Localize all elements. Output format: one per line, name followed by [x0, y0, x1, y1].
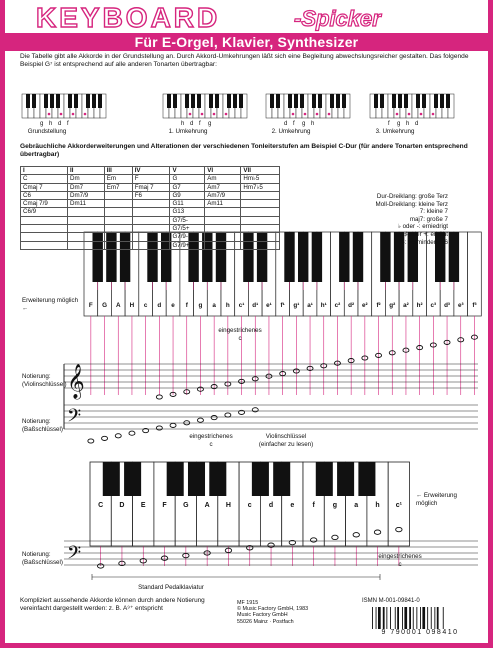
- black-key: [227, 94, 231, 108]
- treble-note: [156, 395, 162, 399]
- logo-suffix-text: -Spicker: [294, 6, 381, 31]
- chord-cell: [205, 225, 241, 233]
- chord-cell: [68, 233, 105, 241]
- barcode-bar: [413, 607, 414, 629]
- black-key: [185, 94, 189, 108]
- middle-c-label-bass: eingestrichenes c: [189, 433, 233, 448]
- black-key: [298, 232, 308, 282]
- chord-cell: Hm♭5: [241, 175, 280, 183]
- chord-cell: Em7: [104, 183, 132, 191]
- bass-note: [211, 416, 217, 420]
- chord-cell: Am7/9: [205, 191, 241, 199]
- key-label: e³: [457, 302, 464, 309]
- chord-cell: [241, 216, 280, 224]
- key-label: a²: [403, 302, 409, 309]
- black-key: [273, 462, 290, 496]
- pedal-key-label: a: [354, 502, 359, 509]
- black-key: [233, 94, 237, 108]
- black-key: [336, 94, 340, 108]
- footer-note: Kompliziert aussehende Akkorde können durch andere Notierung vereinfacht dargestellt werden: z. B. A⁹⁺ entspricht: [20, 597, 205, 612]
- key-label: h²: [416, 302, 423, 309]
- legend-line: Moll-Dreiklang: kleine Terz: [375, 200, 448, 208]
- bass-note: [88, 439, 94, 443]
- barcode-number: 9 790001 098410: [381, 629, 459, 636]
- chord-cell: [104, 208, 132, 216]
- manual-keyboard: [84, 232, 481, 395]
- black-key: [380, 94, 384, 108]
- chord-table: [20, 166, 280, 250]
- credits: [237, 600, 347, 625]
- pedal-key-label: f: [312, 502, 315, 509]
- chord-cell: G13: [170, 208, 205, 216]
- chord-row: [21, 233, 280, 241]
- inversion-note-label: d: [415, 121, 419, 127]
- pedal-key-label: h: [375, 502, 380, 509]
- black-key: [342, 94, 346, 108]
- note-dot: [396, 113, 399, 116]
- bass-clef-icon: 𝄢: [67, 406, 82, 431]
- note-dot: [304, 113, 307, 116]
- chord-cell: [132, 233, 170, 241]
- barcode-bar: [397, 607, 399, 629]
- extensions-title: Gebräuchliche Akkorderweiterungen und Alterationen der verschiedenen Tonleiterstufen am Beispiel C-Dur (für andere Tonarten entsprechend übertragbar): [20, 143, 468, 158]
- chord-cell: [68, 208, 105, 216]
- chord-header-cell: VII: [241, 167, 280, 175]
- black-key: [358, 462, 375, 496]
- chord-cell: Em: [104, 175, 132, 183]
- key-label: h: [225, 302, 230, 309]
- barcode-bar: [409, 607, 411, 629]
- black-key: [86, 94, 90, 108]
- key-label: f³: [472, 302, 477, 309]
- pedal-caption: Standard Pedalklaviatur: [138, 584, 204, 591]
- barcode-bar: [376, 607, 377, 629]
- chord-cell: G7/9+: [170, 241, 205, 249]
- inversion-note-label: f: [293, 121, 295, 127]
- violin-easier-label: Violinschlüssel (einfacher zu lesen): [258, 433, 314, 448]
- pedal-key-label: H: [225, 502, 231, 509]
- chord-cell: F6: [132, 191, 170, 199]
- pedal-key-label: d: [268, 502, 274, 509]
- chord-cell: [241, 191, 280, 199]
- note-dot: [316, 113, 319, 116]
- chord-cell: Cmaj 7/9: [21, 200, 68, 208]
- key-label: f: [185, 302, 188, 309]
- note-dot: [292, 113, 295, 116]
- chord-cell: [205, 233, 241, 241]
- black-key: [284, 232, 294, 282]
- intro-text: Die Tabelle gibt alle Akkorde in der Grundstellung an. Durch Akkord-Umkehrungen läßt sich eine Begleitung abwechslungsreicher gestalten. Das folgende Beispiel G⁷ ist entsprechend auf alle anderen Tonarten übertragbar:: [20, 53, 469, 68]
- chord-row: [21, 175, 280, 183]
- black-key: [26, 94, 30, 108]
- inversion-note-label: g: [208, 121, 212, 127]
- black-key: [288, 94, 292, 108]
- chord-cell: [104, 200, 132, 208]
- chord-cell: G7/9-: [170, 233, 205, 241]
- chord-cell: C: [21, 175, 68, 183]
- chord-cell: Dm7/9: [68, 191, 105, 199]
- chord-header-cell: III: [104, 167, 132, 175]
- barcode-bar: [416, 607, 417, 629]
- subtitle: Für E-Orgel, Klavier, Synthesizer: [134, 34, 359, 50]
- barcode-bar: [390, 607, 391, 629]
- inversion-keyboard: [22, 94, 106, 127]
- black-key: [416, 94, 420, 108]
- key-label: e: [171, 302, 175, 309]
- legend-line: Dur-Dreiklang: große Terz: [376, 193, 448, 200]
- black-key: [449, 232, 459, 282]
- pedal-key-label: e: [290, 502, 295, 509]
- note-dot: [213, 113, 216, 116]
- inversion-note-label: h: [181, 121, 185, 127]
- key-label: c²: [334, 302, 341, 309]
- barcode-bar: [422, 607, 425, 629]
- black-key: [337, 462, 354, 496]
- chord-cell: Cmaj 7: [21, 183, 68, 191]
- inversion-note-label: d: [190, 121, 194, 127]
- inversion-note-label: d: [284, 121, 288, 127]
- chord-cell: Fmaj 7: [132, 183, 170, 191]
- legend-line: 7: kleine 7: [419, 208, 448, 216]
- grand-staff: [64, 335, 478, 443]
- company: Music Factory GmbH: [237, 612, 288, 619]
- key-label: d²: [348, 302, 355, 309]
- barcode-bar: [378, 607, 381, 629]
- inversion-note-label: f: [199, 121, 201, 127]
- chord-cell: Hm7♭5: [241, 183, 280, 191]
- black-key: [191, 94, 195, 108]
- chord-cell: G: [170, 175, 205, 183]
- bass-note: [225, 413, 231, 417]
- black-key: [167, 94, 171, 108]
- treble-clef-icon: 𝄞: [67, 364, 85, 399]
- note-dot: [432, 113, 435, 116]
- black-key: [56, 94, 60, 108]
- key-label: g¹: [293, 302, 300, 309]
- pedal-bass-label: Notierung: (Baßschlüssel): [22, 551, 63, 566]
- pedal-key-label: F: [162, 502, 167, 509]
- chord-cell: [205, 208, 241, 216]
- ismn-number: ISMN M-001-09841-0: [362, 598, 420, 604]
- logo-main-text: KEYBOARD: [36, 2, 221, 32]
- chord-cell: [241, 208, 280, 216]
- barcode-bar: [420, 607, 421, 629]
- note-dot: [84, 113, 87, 116]
- black-key: [188, 462, 205, 496]
- chord-cell: G7/5+: [170, 225, 205, 233]
- chord-cell: [205, 216, 241, 224]
- key-label: d: [157, 302, 162, 309]
- barcode-bar: [386, 607, 387, 629]
- chord-row: [21, 200, 280, 208]
- chord-cell: G9: [170, 191, 205, 199]
- inversion-note-label: g: [302, 121, 306, 127]
- pedal-bass-clef-icon: 𝄢: [67, 543, 82, 568]
- inversion-keyboard: [266, 94, 350, 127]
- chord-cell: [132, 208, 170, 216]
- chord-row: [21, 225, 280, 233]
- black-key: [74, 94, 78, 108]
- key-label: d³: [444, 302, 451, 309]
- note-dot: [225, 113, 228, 116]
- note-dot: [189, 113, 192, 116]
- chord-cell: [21, 225, 68, 233]
- key-label: H: [129, 302, 135, 309]
- black-key: [330, 94, 334, 108]
- chord-row: [21, 216, 280, 224]
- barcode-bar: [383, 607, 385, 629]
- bass-note: [156, 426, 162, 430]
- inversion-note-label: h: [311, 121, 315, 127]
- black-key: [44, 94, 48, 108]
- black-key: [209, 94, 213, 108]
- note-dot: [328, 113, 331, 116]
- extension-label-top: Erweiterung möglich ←: [22, 297, 79, 312]
- black-key: [197, 94, 201, 108]
- black-key: [215, 94, 219, 108]
- chord-cell: [104, 216, 132, 224]
- chord-table-header: [21, 167, 280, 175]
- black-key: [312, 232, 322, 282]
- chord-header-cell: VI: [205, 167, 241, 175]
- inversion-label-0: Grundstellung: [27, 128, 67, 135]
- key-label: d¹: [252, 302, 259, 309]
- chord-row: [21, 241, 280, 249]
- address: 55026 Mainz · Postfach: [237, 618, 294, 625]
- black-key: [440, 94, 444, 108]
- key-label: A: [115, 302, 121, 309]
- black-key: [276, 94, 280, 108]
- key-label: a¹: [307, 302, 313, 309]
- key-label: g: [198, 302, 203, 309]
- inversion-label-1: 1. Umkehrung: [168, 128, 208, 135]
- abbreviation-legend: [338, 193, 448, 246]
- inversion-note-label: g: [397, 121, 401, 127]
- chord-cell: Am11: [205, 200, 241, 208]
- black-key: [398, 94, 402, 108]
- inversion-note-label: f: [388, 121, 390, 127]
- key-label: G: [102, 302, 108, 309]
- pedal-key-label: D: [119, 502, 125, 509]
- key-label: h¹: [320, 302, 327, 309]
- inversion-keyboard: [370, 94, 454, 127]
- chord-cell: C6/9: [21, 208, 68, 216]
- bass-note: [115, 434, 121, 438]
- pedal-key-label: C: [98, 502, 104, 509]
- black-key: [446, 94, 450, 108]
- inversion-note-label: h: [49, 121, 53, 127]
- mf-number: MF 1915: [237, 600, 259, 606]
- inversion-note-label: g: [40, 121, 44, 127]
- bass-note: [129, 431, 135, 435]
- chord-cell: G11: [170, 200, 205, 208]
- chord-header-cell: V: [170, 167, 205, 175]
- black-key: [294, 94, 298, 108]
- chord-row: [21, 208, 280, 216]
- pedal-middle-c-label: eingestrichenes c: [378, 553, 422, 568]
- black-key: [103, 462, 120, 496]
- key-label: F: [88, 302, 93, 309]
- black-key: [392, 94, 396, 108]
- black-key: [68, 94, 72, 108]
- violin-clef-label: Notierung: (Violinschlüssel): [22, 373, 67, 388]
- black-key: [173, 94, 177, 108]
- barcode-bar: [427, 607, 428, 629]
- black-key: [98, 94, 102, 108]
- key-label: c: [143, 302, 148, 309]
- bass-note: [170, 423, 176, 427]
- pedal-key-label: g: [332, 502, 338, 509]
- black-key: [50, 94, 54, 108]
- black-key: [434, 94, 438, 108]
- inversion-keyboard: [163, 94, 247, 127]
- black-key: [312, 94, 316, 108]
- note-dot: [72, 113, 75, 116]
- key-label: g²: [389, 302, 396, 309]
- note-dot: [60, 113, 63, 116]
- black-key: [92, 94, 96, 108]
- chord-cell: [241, 200, 280, 208]
- chord-cell: [21, 233, 68, 241]
- pedal-key-label: A: [204, 502, 210, 509]
- chord-header-cell: II: [68, 167, 105, 175]
- chord-row: [21, 183, 280, 191]
- chord-cell: Am7: [205, 183, 241, 191]
- pedal-key-label: c: [247, 502, 252, 509]
- inversion-label-3: 3. Umkehrung: [375, 128, 415, 135]
- black-key: [270, 94, 274, 108]
- key-label: c³: [430, 302, 437, 309]
- note-dot: [420, 113, 423, 116]
- chord-cell: [68, 241, 105, 249]
- extension-label-pedal: ← Erweiterung möglich: [416, 492, 457, 507]
- chord-cell: [21, 241, 68, 249]
- bass-clef-label: Notierung: (Baßschlüssel): [22, 418, 63, 433]
- inversion-note-label: d: [58, 121, 62, 127]
- black-key: [239, 94, 243, 108]
- barcode-bar: [437, 607, 439, 629]
- chord-cell: [241, 241, 280, 249]
- chord-cell: Am: [205, 175, 241, 183]
- barcode-bar: [402, 607, 403, 629]
- key-label: a: [212, 302, 216, 309]
- inversion-label-2: 2. Umkehrung: [271, 128, 311, 135]
- note-dot: [408, 113, 411, 116]
- inversion-note-label: f: [67, 121, 69, 127]
- black-key: [318, 94, 322, 108]
- black-key: [404, 94, 408, 108]
- chord-cell: [104, 191, 132, 199]
- barcode: [370, 607, 470, 629]
- chord-cell: Dm7: [68, 183, 105, 191]
- chord-cell: [104, 225, 132, 233]
- chord-cell: [104, 241, 132, 249]
- key-label: c¹: [238, 302, 245, 309]
- black-key: [124, 462, 141, 496]
- black-key: [209, 462, 226, 496]
- chord-cell: [68, 225, 105, 233]
- chord-cell: [104, 233, 132, 241]
- legend-line: ♯ oder +: erhöht: [404, 230, 448, 238]
- black-key: [300, 94, 304, 108]
- barcode-bar: [372, 607, 373, 629]
- chord-cell: [241, 225, 280, 233]
- pedal-key-label: G: [183, 502, 189, 509]
- legend-line: maj7: große 7: [409, 215, 448, 223]
- chord-cell: Dm11: [68, 200, 105, 208]
- key-label: f²: [376, 302, 381, 309]
- chord-cell: G7: [170, 183, 205, 191]
- note-dot: [48, 113, 51, 116]
- middle-c-label-top: eingestrichenes c: [218, 327, 262, 342]
- chord-cell: [132, 200, 170, 208]
- pedal-key-label: c¹: [395, 502, 402, 509]
- key-label: f¹: [280, 302, 285, 309]
- inversion-note-label: h: [406, 121, 410, 127]
- black-key: [374, 94, 378, 108]
- copyright: © Music Factory GmbH, 1983: [237, 606, 309, 613]
- chord-cell: [132, 225, 170, 233]
- barcode-bar: [443, 607, 444, 629]
- barcode-bar: [404, 607, 407, 629]
- chord-cell: [205, 241, 241, 249]
- chord-cell: [68, 216, 105, 224]
- black-key: [252, 462, 269, 496]
- barcode-bar: [431, 607, 432, 629]
- chord-row: [21, 191, 280, 199]
- black-key: [32, 94, 36, 108]
- chord-cell: [241, 233, 280, 241]
- key-label: e²: [362, 302, 368, 309]
- chord-cell: F: [132, 175, 170, 183]
- bass-note: [197, 418, 203, 422]
- barcode-bar: [434, 607, 435, 629]
- key-label: e¹: [266, 302, 272, 309]
- chord-cell: [132, 241, 170, 249]
- black-key: [316, 462, 333, 496]
- chord-header-cell: I: [21, 167, 68, 175]
- chord-cell: G7/5-: [170, 216, 205, 224]
- chord-cell: Dm: [68, 175, 105, 183]
- legend-line: ♭ oder -: erniedrigt: [397, 223, 448, 231]
- chord-cell: [21, 216, 68, 224]
- chord-header-cell: IV: [132, 167, 170, 175]
- pedal-key-label: E: [140, 502, 146, 509]
- black-key: [167, 462, 184, 496]
- legend-line: 7-: vermindert = 6: [399, 238, 448, 246]
- barcode-bar: [395, 607, 396, 629]
- black-key: [422, 94, 426, 108]
- chord-cell: C6: [21, 191, 68, 199]
- bass-note: [102, 436, 108, 440]
- chord-cell: [132, 216, 170, 224]
- note-dot: [201, 113, 204, 116]
